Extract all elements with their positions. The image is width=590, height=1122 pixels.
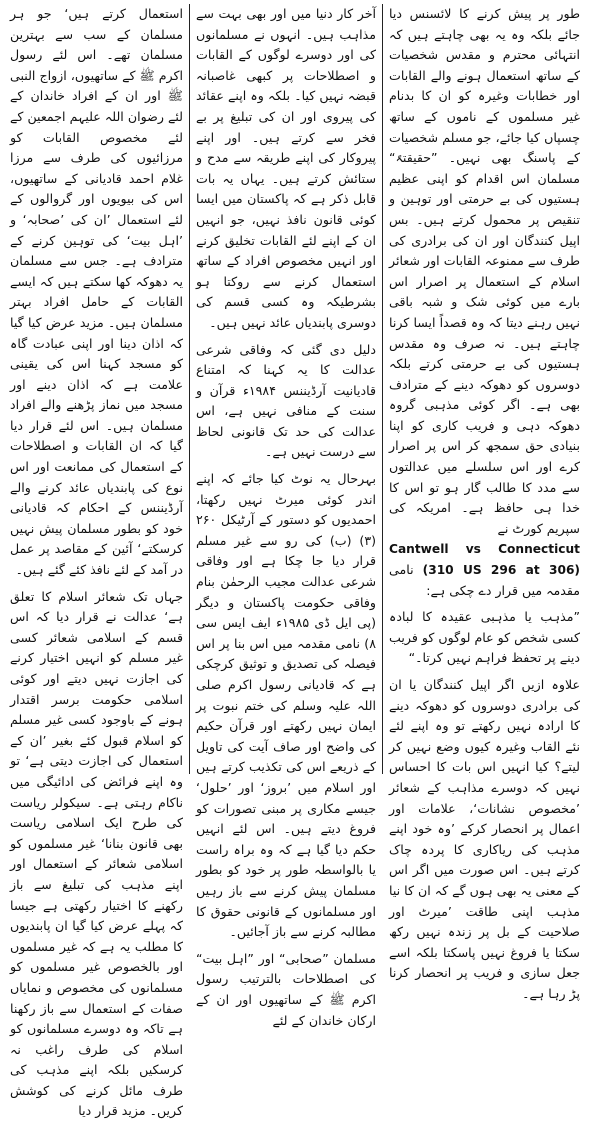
text-column-right xyxy=(383,4,586,1001)
paragraph: استعمال کرتے ہیں‘ جو ہر مسلمان کے سب سے بہترین مسلمان تھے۔ اس لئے رسول اکرم ﷺ کے ساتھیوں، ازواج النبی ﷺ اور ان کے افراد خاندان کے لئے رضوان اللہ علیہم اجمعین کے لئے مخصوص القابات کو مرزائیوں کی طرف سے مرزا غلام احمد قادیانی کے ساتھیوں، اس کی بیویوں اور گروالوں کے لئے استعمال ’ان کی ’صحابہ‘ و ’اہل بیت‘ کی توہین کرنے کے مترادف ہے۔ جس سے مسلمان یہ دھوکہ کھا سکتے ہیں کہ ایسے القابات کے حامل افراد بہتر مسلمان ہیں۔ مزید عرض کیا گیا کہ اذان دینا اور اپنی عبادت گاہ کو مسجد کہنا اس کی یقینی علامت ہے کہ اذان دینے اور مسجد میں نماز پڑھنے والے افراد مسلمان ہیں۔ اس لئے قرار دیا گیا کہ ان القابات و اصطلاحات کے استعمال کی ممانعت اور اس نوع کی پابندیاں عائد کرنے والے آرڈیننس کے احکام کہ قادیانی خود کو بطور مسلمان پیش نہیں کرسکتے‘ آئین کے مقاصد پر عمل در آمد کے لئے نافذ کئے گئے ہیں۔ xyxy=(10,6,183,578)
case-citation-suffix: نامی xyxy=(389,562,414,578)
case-citation-line xyxy=(389,539,580,601)
paragraph: دلیل دی گئی کہ وفاقی شرعی عدالت کا یہ کہنا کہ امتناع قادیانیت آرڈیننس ۱۹۸۴ء قرآن و سنت کے منافی نہیں ہے، اس عدالت کی حد تک قانونی لحاظ سے درست نہیں ہے۔ xyxy=(196,341,376,460)
paragraph: علاوہ ازیں اگر اپیل کنندگان یا ان کی برادری دوسروں کو دھوکہ دینے کا ارادہ نہیں رکھتے تو وہ اپنے لئے نئے القاب وغیرہ کیوں وضع نہیں کر لیتے؟ کیا انہیں اس بات کا احساس نہیں کہ دوسرے مذاہب کے شعائر ’مخصوص نشانات‘، علامات اور اعمال پر انحصار کرکے ’وہ خود اپنے مذہب کی ریاکاری کا پردہ چاک کرتے ہیں۔ اس صورت میں اگر اس کے معنی یہ بھی ہوں گے کہ ان کا نیا مذہب اپنی طاقت ’میرٹ اور صلاحیت کے بل پر زندہ نہیں رکھ سکتا یا فروغ نہیں پاسکتا بلکہ اسے جعل سازی و فریب پر انحصار کرنا پڑ رہا ہے۔ xyxy=(389,677,580,1001)
block-quote: ”مذہب یا مذہبی عقیدہ کا لبادہ کسی شخص کو عام لوگوں کو فریب دینے پر تحفظ فراہم نہیں کرتا۔“ xyxy=(389,609,580,666)
paragraph: جہاں تک شعائر اسلام کا تعلق ہے‘ عدالت نے قرار دیا کہ اس قسم کے اسلامی شعائر کسی غیر مسلم کو انہیں اختیار کرنے کی اجازت نہیں دیتے اور کوئی اسلامی حکومت برسر اقتدار ہونے کے باوجود کسی غیر مسلم کو اسلام قبول کئے بغیر ’ان کے استعمال کی اجازت دیتی ہے‘ تو وہ اپنے فرائض کی ادائیگی میں ناکام رہتی ہے۔ سیکولر ریاست کی طرح ایک اسلامی ریاست بھی قانون بنانا‘ غیر مسلموں کو اسلامی شعائر کے استعمال اور اپنے مذہب کی تبلیغ سے باز رکھنے کا اختیار رکھتی ہے جیسا کہ پہلے عرض کیا گیا ان پابندیوں کا مطلب یہ ہے کہ غیر مسلموں اور بالخصوص غیر مسلموں کو مسلمانوں کی مخصوص و نمایاں صفات کے استعمال سے باز رکھنا ہے تاکہ وہ دوسرے مسلمانوں کو اسلام کی طرف راغب نہ کرسکیں بلکہ اپنے مذہب کی طرف مائل کرنے کی کوشش کریں۔ مزید قرار دیا xyxy=(10,588,183,1119)
text-column-left xyxy=(4,4,189,1119)
paragraph: مسلمان ”صحابی“ اور ”اہل بیت“ کی اصطلاحات بالترتیب رسول اکرم ﷺ کے ساتھیوں اور ان کے ارکان خاندان کے لئے xyxy=(196,950,376,1028)
paragraph: آخر کار دنیا میں اور بھی بہت سے مذاہب ہیں۔ انہوں نے مسلمانوں کی اور دوسرے لوگوں کے القابات و اصطلاحات پر کبھی غاصبانہ قبضہ نہیں کیا۔ بلکہ وہ اپنے عقائد کی پیروی اور ان کی تبلیغ پر بے فخر سے کرتے ہیں۔ اور اپنے پیروکار کی اپنے طریقہ سے مدح و ستائش کرتے ہیں۔ یہاں یہ بات قابل ذکر ہے کہ پاکستان میں ایسا کوئی قانون نافذ نہیں، جو انہیں ان کے اپنے لئے القابات تخلیق کرنے اور انہیں مخصوص افراد کے ساتھ استعمال کرنے سے روکتا ہو بشرطیکہ وہ کسی قسم کی دوسری پابندیاں عائد نہیں ہیں۔ xyxy=(196,6,376,330)
text-column-middle xyxy=(189,4,383,1028)
case-citation: Cantwell vs Connecticut (310 US 296 at 306) xyxy=(389,542,580,578)
paragraph: بہرحال یہ نوٹ کیا جائے کہ اپنے اندر کوئی میرٹ نہیں رکھتا، احمدیوں کو دستور کے آرٹیکل ۲۶۰ (۳) (ب) کی رو سے غیر مسلم قرار دیا جا چکا ہے اور وفاقی شرعی عدالت مجیب الرحمٰن بنام وفاقی حکومت پاکستان و دیگر (پی ایل ڈی ۱۹۸۵ء ایف ایس سی ۸) نامی مقدمہ میں اس بنا پر اس فیصلہ کی تصدیق و توثیق کرچکی ہے کہ قادیانی رسول اکرم صلی اللہ علیہ وسلم کی ختم نبوت پر ایمان نہیں رکھتے اور قرآن حکیم کی واضح اور صاف آیت کی تاویل کے ذریعے اس کی تکذیب کرتے ہیں اور اسلام میں ’بروز‘ اور ’حلول‘ جیسے مکاری پر مبنی تصورات کو فروغ دیتے ہیں۔ اس لئے انہیں حکم دیا گیا ہے کہ وہ براہ راست یا بالواسطہ طور پر خود کو بطور مسلمان پیش کرنے سے باز رہیں اور مسلمانوں کے قانونی حقوق کا مطالبہ کرنے سے باز آجائیں۔ xyxy=(196,471,376,940)
paragraph: طور پر پیش کرنے کا لائسنس دیا جائے بلکہ وہ یہ بھی چاہتے ہیں کہ انتہائی محترم و مقدس شخصیات کے ساتھ استعمال ہونے والے القابات اور خطابات وغیرہ کو ان کا بدنام غیر مسلموں کے ناموں کے ساتھ چسپاں کیا جائے، جو مسلم شخصیات کے پاسنگ بھی نہیں۔ ”حقیقتہً“ مسلمان اس اقدام کو اپنی عظیم ہستیوں کی بے حرمتی اور توہین و تنقیص پر محمول کرتے ہیں۔ بس اپیل کنندگان اور ان کی برادری کی طرف سے ممنوعہ القابات اور شعائر اسلام کے استعمال پر اصرار اس بارے میں کوئی شک و شبہ باقی نہیں رہنے دیتا کہ وہ قصداً ایسا کرنا چاہتے ہیں۔ نہ صرف وہ مقدس ہستیوں کی بے حرمتی کرتے بلکہ دوسروں کو دھوکہ دینے کے مترادف بھی ہے۔ اگر کوئی مذہبی گروہ دھوکہ دہی و فریب کاری کو اپنا بنیادی حق سمجھ کر اس پر اصرار کرے اور اس سلسلے میں عدالتوں سے مدد کا طالب گار ہو تو اس کا خدا ہی حافظ ہے۔ امریکہ کی سپریم کورٹ نے xyxy=(389,6,580,536)
paragraph: مقدمہ میں قرار دے چکی ہے: xyxy=(426,582,580,598)
